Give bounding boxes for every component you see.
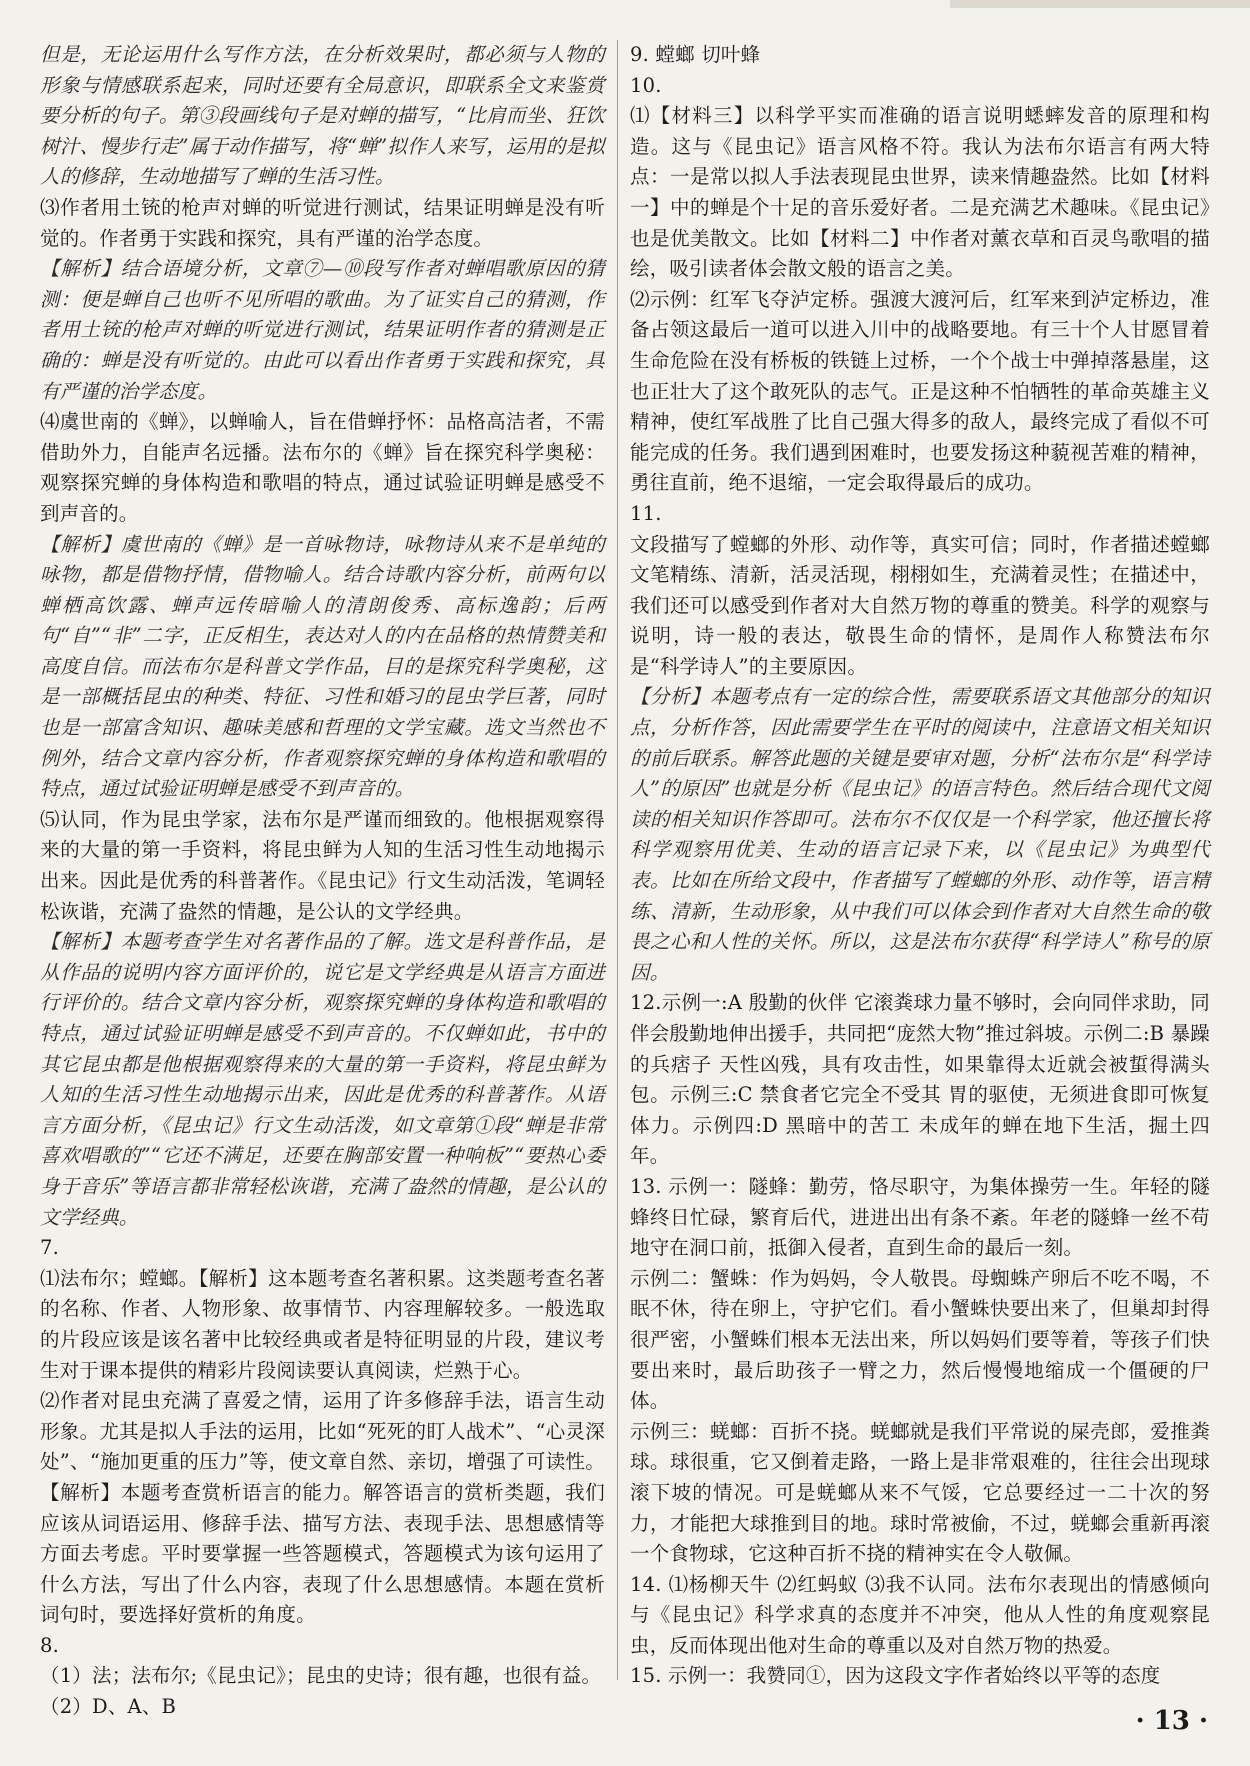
answer-paragraph: （1）法；法布尔;《昆虫记》；昆虫的史诗；很有趣，也很有益。 — [40, 1664, 602, 1688]
top-edge-bar — [950, 0, 1250, 8]
answer-paragraph: 9. 螳螂 切叶蜂 — [630, 43, 761, 66]
answer-paragraph: 13. 示例一：隧蜂：勤劳，恪尽职守，为集体操劳一生。年轻的隧蜂终日忙碌，繁育后代，进进出出有条不紊。年老的隧蜂一丝不苟地守在洞口前，抵御入侵者，直到生命的最后一刻。 — [630, 1174, 1210, 1260]
answer-paragraph: 15. 示例一：我赞同①，因为这段文字作者始终以平等的态度 — [630, 1664, 1161, 1688]
explanation-paragraph: 【分析】本题考点有一定的综合性，需要联系语文其他部分的知识点，分析作答，因此需要学生在平时的阅读中，注意语文相关知识的前后联系。解答此题的关键是要审对题，分析“法布尔是“科学诗人”的原因”也就是分析《昆虫记》的语言特色。然后结合现代文阅读的相关知识作答即可。法布尔不仅仅是一个科学家，他还擅长将科学观察用优美、生动的语言记录下来，以《昆虫记》为典型代表。比如在所给文段中，作者描写了螳螂的外形、动作等，语言精练、清新，生动形象，从中我们可以体会到作者对大自然生命的敬畏之心和人性的关怀。所以，这是法布尔获得“科学诗人”称号的原因。 — [630, 685, 1210, 984]
answer-paragraph: ⑸认同，作为昆虫学家，法布尔是严谨而细致的。他根据观察得来的大量的第一手资料，将昆虫鲜为人知的生活习性生动地揭示出来。因此是优秀的科普著作。《昆虫记》行文生动活泼，笔调轻松诙谐，充满了盎然的情趣，是公认的文学经典。 — [40, 807, 605, 923]
answer-paragraph: 示例三：蜣螂：百折不挠。蜣螂就是我们平常说的屎壳郎，爱推粪球。球很重，它又倒着走路，一路上是非常艰难的，往往会出现球滚下坡的情况。可是蜣螂从来不气馁，它总要经过一二十次的努力，才能把大球推到目的地。球时常被偷，不过，蜣螂会重新再滚一个食物球，它这种百折不挠的精神实在令人敬佩。 — [630, 1419, 1210, 1566]
column-divider — [617, 40, 618, 1680]
answer-paragraph: 8. — [40, 1633, 60, 1657]
explanation-paragraph: 但是，无论运用什么写作方法，在分析效果时，都必须与人物的形象与情感联系起来，同时还要有全局意识，即联系全文来鉴赏要分析的句子。第③段画线句子是对蝉的描写，“比肩而坐、狂饮树汁、慢步行走”属于动作描写，将“蝉”拟作人来写，运用的是拟人的修辞，生动地描写了蝉的生活习性。 — [40, 43, 605, 189]
answer-paragraph: 11. — [630, 501, 662, 525]
answer-paragraph: ⑵示例：红军飞夺泸定桥。强渡大渡河后，红军来到泸定桥边，准备占领这最后一道可以进入川中的战略要地。有三十个人甘愿冒着生命危险在没有桥板的铁链上过桥，一个个战士中弹掉落悬崖，这也正壮大了这个敢死队的志气。正是这种不怕牺牲的革命英雄主义精神，使红军战胜了比自己强大得多的敌人，最终完成了看似不可能完成的任务。我们遇到困难时，也要发扬这种藐视苦难的精神，勇往直前，绝不退缩，一定会取得最后的成功。 — [630, 287, 1210, 495]
left-column — [40, 40, 605, 1719]
answer-paragraph: 文段描写了螳螂的外形、动作等，真实可信；同时，作者描述螳螂文笔精练、清新，活灵活现，栩栩如生，充满着灵性；在描述中，我们还可以感受到作者对大自然万物的尊重的赞美。科学的观察与说明，诗一般的表达，敬畏生命的情怀，是周作人称赞法布尔是“科学诗人”的主要原因。 — [630, 532, 1210, 678]
answer-paragraph: ⑶作者用土铳的枪声对蝉的听觉进行测试，结果证明蝉是没有听觉的。作者勇于实践和探究，具有严谨的治学态度。 — [40, 195, 605, 250]
answer-paragraph: ⑴法布尔；螳螂。【解析】这本题考查名著积累。这类题考查名著的名称、作者、人物形象、故事情节、内容理解较多。一般选取的片段应该是该名著中比较经典或者是特征明显的片段，建议考生对于课本提供的精彩片段阅读要认真阅读，烂熟于心。 — [40, 1266, 605, 1382]
answer-paragraph: ⑵作者对昆虫充满了喜爱之情，运用了许多修辞手法，语言生动形象。尤其是拟人手法的运用，比如“死死的盯人战术”、“心灵深处”、“施加更重的压力”等，使文章自然、亲切，增强了可读性。【解析】本题考查赏析语言的能力。解答语言的赏析类题，我们应该从词语运用、修辞手法、描写方法、表现手法、思想感情等方面去考虑。平时要掌握一些答题模式，答题模式为该句运用了什么方法，写出了什么内容，表现了什么思想感情。本题在赏析词句时，要选择好赏析的角度。 — [40, 1389, 605, 1627]
answer-paragraph: 12.示例一:A 殷勤的伙伴 它滚粪球力量不够时，会向同伴求助，同伴会殷勤地伸出援手，共同把“庞然大物”推过斜坡。示例二:B 暴躁的兵痞子 天性凶残，具有攻击性，如果靠得太近就会被蜇得满头包。示例三:C 禁食者它完全不受其 胃的驱使，无须进食即可恢复体力。示例四:D 黑暗中的苦工 未成年的蝉在地下生活，掘土四年。 — [630, 991, 1210, 1168]
answer-paragraph: ⑷虞世南的《蝉》，以蝉喻人，旨在借蝉抒怀：品格高洁者，不需借助外力，自能声名远播。法布尔的《蝉》旨在探究科学奥秘：观察探究蝉的身体构造和歌唱的特点，通过试验证明蝉是感受不到声音的。 — [40, 410, 605, 525]
answer-paragraph: 示例二：蟹蛛：作为妈妈，令人敬畏。母蜘蛛产卵后不吃不喝，不眠不休，待在卵上，守护它们。看小蟹蛛快要出来了，但巢却封得很严密，小蟹蛛们根本无法出来，所以妈妈们要等着，等孩子们快要出来时，最后助孩子一臂之力，然后慢慢地缩成一个僵硬的尸体。 — [630, 1266, 1210, 1413]
answer-paragraph: 7. — [40, 1236, 60, 1260]
right-column — [630, 40, 1210, 1690]
answer-paragraph: 14. ⑴杨柳天牛 ⑵红蚂蚁 ⑶我不认同。法布尔表现出的情感倾向与《昆虫记》科学求真的态度并不冲突，他从人性的角度观察昆虫，反而体现出他对生命的尊重以及对自然万物的热爱。 — [630, 1572, 1210, 1657]
explanation-paragraph: 【解析】虞世南的《蝉》是一首咏物诗，咏物诗从来不是单纯的咏物，都是借物抒情，借物喻人。结合诗歌内容分析，前两句以蝉栖高饮露、蝉声远传暗喻人的清朗俊秀、高标逸韵；后两句“自”“非”二字，正反相生，表达对人的内在品格的热情赞美和高度自信。而法布尔是科普文学作品，目的是探究科学奥秘，这是一部概括昆虫的种类、特征、习性和婚习的昆虫学巨著，同时也是一部富含知识、趣味美感和哲理的文学宝藏。选文当然也不例外，结合文章内容分析，作者观察探究蝉的身体构造和歌唱的特点，通过试验证明蝉是感受不到声音的。 — [40, 532, 605, 801]
answer-paragraph: （2）D、A、B — [40, 1695, 177, 1719]
explanation-paragraph: 【解析】结合语境分析，文章⑦—⑩段写作者对蝉唱歌原因的猜测：便是蝉自己也听不见所唱的歌曲。为了证实自己的猜测，作者用土铳的枪声对蝉的听觉进行测试，结果证明作者的猜测是正确的：蝉是没有听觉的。由此可以看出作者勇于实践和探究，具有严谨的治学态度。 — [40, 257, 605, 403]
answer-paragraph: ⑴【材料三】以科学平实而准确的语言说明蟋蟀发音的原理和构造。这与《昆虫记》语言风格不符。我认为法布尔语言有两大特点：一是常以拟人手法表现昆虫世界，读来情趣盎然。比如【材料一】中的蝉是个十足的音乐爱好者。二是充满艺术趣味。《昆虫记》也是优美散文。比如【材料二】中作者对薰衣草和百灵鸟歌唱的描绘，吸引读者体会散文般的语言之美。 — [630, 104, 1210, 281]
page-number: · 13 · — [1135, 1706, 1208, 1736]
answer-paragraph: 10. — [630, 73, 662, 97]
explanation-paragraph: 【解析】本题考查学生对名著作品的了解。选文是科普作品，是从作品的说明内容方面评价的，说它是文学经典是从语言方面进行评价的。结合文章内容分析，观察探究蝉的身体构造和歌唱的特点，通过试验证明蝉是感受不到声音的。不仅蝉如此，书中的其它昆虫都是他根据观察得来的大量的第一手资料，将昆虫鲜为人知的生活习性生动地揭示出来，因此是优秀的科普著作。从语言方面分析，《昆虫记》行文生动活泼，如文章第①段“蝉是非常喜欢唱歌的”“它还不满足，还要在胸部安置一种响板”“要热心委身于音乐”等语言都非常轻松诙谐，充满了盎然的情趣，是公认的文学经典。 — [40, 930, 605, 1229]
